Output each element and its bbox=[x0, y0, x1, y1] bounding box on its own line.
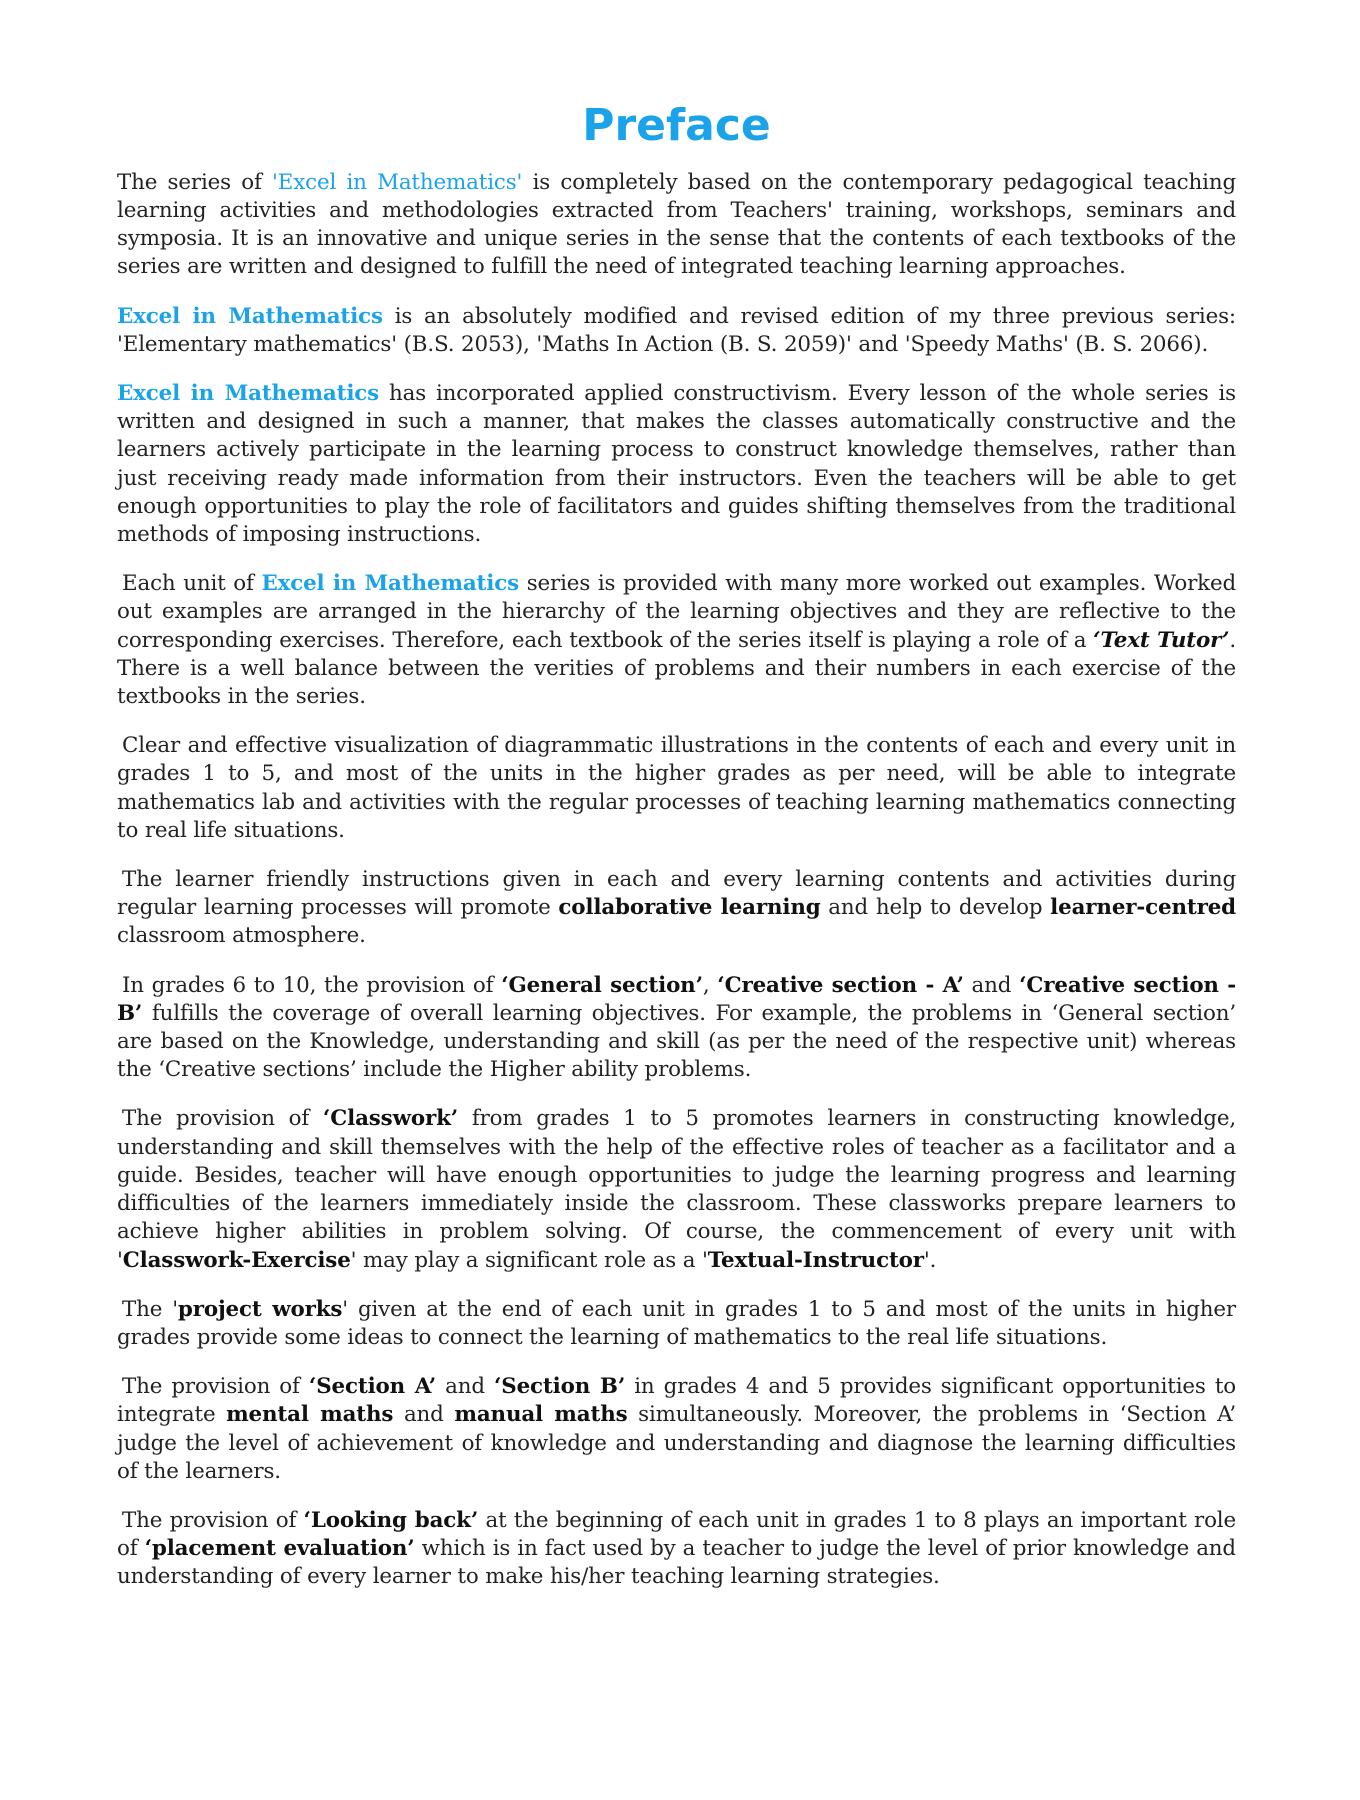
emphasis: ‘Creative section - B’ bbox=[117, 972, 1236, 1026]
paragraph-8 bbox=[117, 1105, 1236, 1274]
emphasis: ‘Creative section - A’ bbox=[717, 972, 964, 998]
text: Each unit of bbox=[122, 571, 262, 597]
text: . There is a well balance between the verities of problems and their numbers in each exercise of the textbooks in the series. bbox=[117, 627, 1236, 710]
text: ' given at the end of each unit in grades 1 to 5 and most of the units in higher grades provide some ideas to connect the learning of mathematics to the real life situations. bbox=[117, 1296, 1236, 1350]
emphasis: Textual-Instructor bbox=[707, 1247, 924, 1273]
paragraph-10 bbox=[117, 1373, 1236, 1486]
emphasis: ‘placement evaluation’ bbox=[144, 1536, 415, 1562]
emphasis: Classwork-Exercise bbox=[122, 1247, 351, 1273]
text: The provision of bbox=[122, 1374, 309, 1400]
paragraph-1 bbox=[117, 169, 1236, 282]
emphasis: mental maths bbox=[226, 1402, 394, 1428]
paragraph-7 bbox=[117, 972, 1236, 1085]
text: which is in fact used by a teacher to judge the level of prior knowledge and understanding of every learner to make his/her teaching learning strategies. bbox=[117, 1536, 1236, 1590]
text: has incorporated applied constructivism. Every lesson of the whole series is written and designed in such a manner, that makes the classes automatically constructive and the learners actively participate in the learning process to construct knowledge themselves, rather than just receiving ready made information from their instructors. Even the teachers will be able to get enough opportunities to play the role of facilitators and guides shifting themselves from the traditional methods of imposing instructions. bbox=[117, 381, 1236, 548]
text: and help to develop bbox=[820, 895, 1051, 921]
paragraph-9 bbox=[117, 1296, 1236, 1352]
emphasis: collaborative learning bbox=[558, 895, 821, 921]
emphasis: ‘General section’ bbox=[501, 972, 703, 998]
text: simultaneously. Moreover, the problems in ‘Section A’ judge the level of achievement of knowledge and understanding and diagnose the learning difficulties of the learners. bbox=[117, 1402, 1236, 1484]
paragraph-5 bbox=[117, 732, 1236, 845]
emphasis: ‘Classwork’ bbox=[322, 1106, 459, 1132]
paragraph-6 bbox=[117, 866, 1236, 951]
paragraph-4 bbox=[117, 570, 1236, 711]
text: The learner friendly instructions given in each and every learning contents and activities during regular learning processes will promote bbox=[117, 867, 1236, 921]
text: is completely based on the contemporary pedagogical teaching learning activities and methodologies extracted from Teachers' training, workshops, seminars and symposia. It is an innovative and unique series in the sense that the contents of each textbooks of the series are written and designed to fulfill the need of integrated teaching learning approaches. bbox=[117, 169, 1236, 280]
paragraph-11 bbox=[117, 1507, 1236, 1592]
emphasis: ‘Section B’ bbox=[494, 1374, 626, 1400]
paragraph-3 bbox=[117, 380, 1236, 549]
emphasis: ‘Looking back’ bbox=[303, 1507, 479, 1533]
series-name: 'Excel in Mathematics' bbox=[272, 169, 523, 195]
text: series is provided with many more worked out examples. Worked out examples are arranged in the hierarchy of the learning objectives and they are reflective to the corresponding exercises. Therefore, each textbook of the series itself is playing a role of a bbox=[117, 571, 1237, 653]
text: in grades 4 and 5 provides significant opportunities to integrate bbox=[117, 1374, 1237, 1428]
text: classroom atmosphere. bbox=[117, 923, 366, 949]
text: The provision of bbox=[122, 1106, 323, 1132]
text: The provision of bbox=[122, 1507, 304, 1533]
text: at the beginning of each unit in grades 1 to 8 plays an important role of bbox=[117, 1507, 1236, 1562]
text: is an absolutely modified and revised edition of my three previous series: 'Elementary mathematics' (B.S. 2053), 'Maths In Action (B. S. 2059)' and 'Speedy Maths' (B. S. 2066). bbox=[117, 303, 1236, 357]
text: , bbox=[702, 972, 718, 998]
text: fulfills the coverage of overall learning objectives. For example, the problems in ‘General section’ are based on the Knowledge, understanding and skill (as per the need of the respective unit) whereas the ‘Creative sections’ include the Higher ability problems. bbox=[117, 1000, 1236, 1083]
text: The ' bbox=[122, 1296, 178, 1322]
text: ' may play a significant role as a ' bbox=[350, 1247, 708, 1273]
emphasis: learner-centred bbox=[1050, 895, 1236, 921]
text: Clear and effective visualization of diagrammatic illustrations in the contents of each and every unit in grades 1 to 5, and most of the units in the higher grades as per need, will be able to integrate mathematics lab and activities with the regular processes of teaching learning mathematics connecting to real life situations. bbox=[117, 733, 1236, 843]
emphasis: ‘Text Tutor’ bbox=[1093, 627, 1230, 653]
text: and bbox=[393, 1402, 455, 1428]
paragraph-2 bbox=[117, 303, 1236, 359]
text: The series of bbox=[117, 169, 273, 195]
series-name: Excel in Mathematics bbox=[117, 381, 380, 407]
series-name: Excel in Mathematics bbox=[117, 303, 383, 329]
emphasis: project works bbox=[177, 1296, 343, 1322]
emphasis: ‘Section A’ bbox=[308, 1374, 437, 1400]
series-name: Excel in Mathematics bbox=[261, 571, 520, 597]
text: In grades 6 to 10, the provision of bbox=[122, 972, 502, 998]
text: and bbox=[963, 972, 1020, 998]
text: from grades 1 to 5 promotes learners in constructing knowledge, understanding and skill themselves with the help of the effective roles of teacher as a facilitator and a guide. Besides, teacher will have enough opportunities to judge the learning progress and learning difficulties of the learners immediately inside the classroom. These classworks prepare learners to achieve higher abilities in problem solving. Of course, the commencement of every unit with ' bbox=[117, 1106, 1236, 1273]
text: and bbox=[436, 1374, 494, 1400]
page-title: Preface bbox=[582, 100, 771, 151]
emphasis: manual maths bbox=[454, 1402, 628, 1428]
text: '. bbox=[923, 1247, 937, 1273]
